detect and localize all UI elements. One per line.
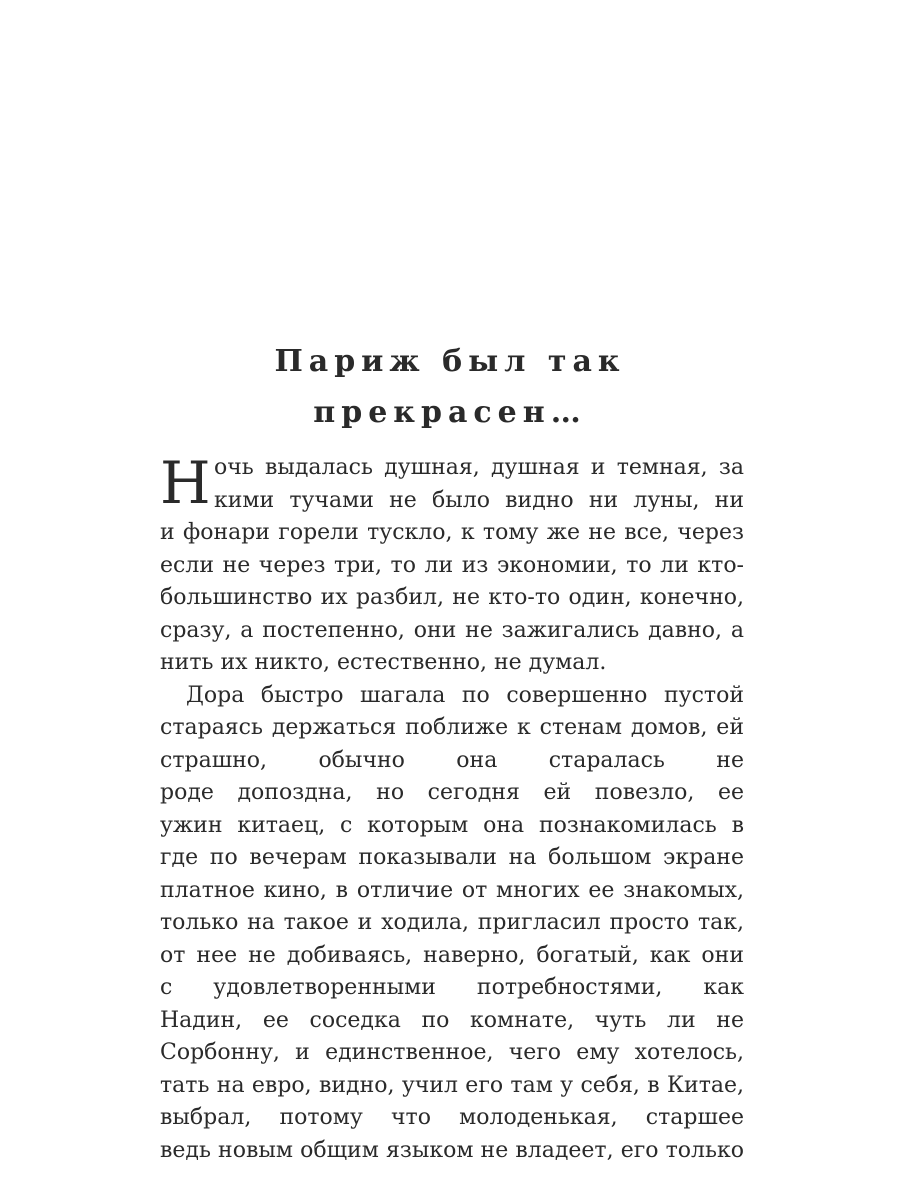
text-line: платное кино, в отличие от многих ее знакомых, xyxy=(160,877,744,903)
text-line: кими тучами не было видно ни луны, ни xyxy=(214,487,744,513)
text-line: страшно, обычно она старалась не xyxy=(160,747,744,773)
text-line: очь выдалась душная, душная и темная, за xyxy=(214,455,744,480)
body-text xyxy=(160,449,744,1167)
paragraph-2 xyxy=(160,680,744,1168)
text-line: нить их никто, естественно, не думал. xyxy=(160,650,607,675)
text-line: и фонари горели тускло, к тому же не все, через xyxy=(160,520,744,545)
text-line: большинство их разбил, не кто-то один, конечно, xyxy=(160,585,744,610)
text-line: Сорбонну, и единственное, чего ему хотелось, xyxy=(160,1040,744,1065)
text-line: тать на евро, видно, учил его там у себя, в Китае, xyxy=(160,1072,744,1098)
chapter-title-line-2: прекрасен… xyxy=(313,395,587,430)
text-line: Дора быстро шагала по совершенно пустой xyxy=(186,682,744,708)
text-line: сразу, а постепенно, они не зажигались давно, а xyxy=(160,617,744,643)
text-line: от нее не добиваясь, наверно, богатый, как они xyxy=(160,942,744,968)
text-line: ведь новым общим языком не владеет, его только xyxy=(160,1137,744,1163)
paragraph-1 xyxy=(160,449,744,680)
text-line: Надин, ее соседка по комнате, чуть ли не xyxy=(160,1007,744,1033)
drop-cap: Н xyxy=(160,449,211,517)
chapter-title xyxy=(0,336,900,438)
text-line: только на такое и ходила, пригласил просто так, xyxy=(160,910,744,935)
chapter-title-line-1: Париж был так xyxy=(274,344,626,379)
text-line: если не через три, то ли из экономии, то ли кто- xyxy=(160,552,744,578)
text-line: роде допоздна, но сегодня ей повезло, ее xyxy=(160,780,744,805)
text-line: где по вечерам показывали на большом экране xyxy=(160,845,744,870)
text-line: ужин китаец, с которым она познакомилась в xyxy=(160,812,744,838)
text-line: стараясь держаться поближе к стенам домов, ей xyxy=(160,715,744,740)
text-line: с удовлетворенными потребностями, как xyxy=(160,975,744,1000)
text-line: выбрал, потому что молоденькая, старшее xyxy=(160,1105,744,1130)
